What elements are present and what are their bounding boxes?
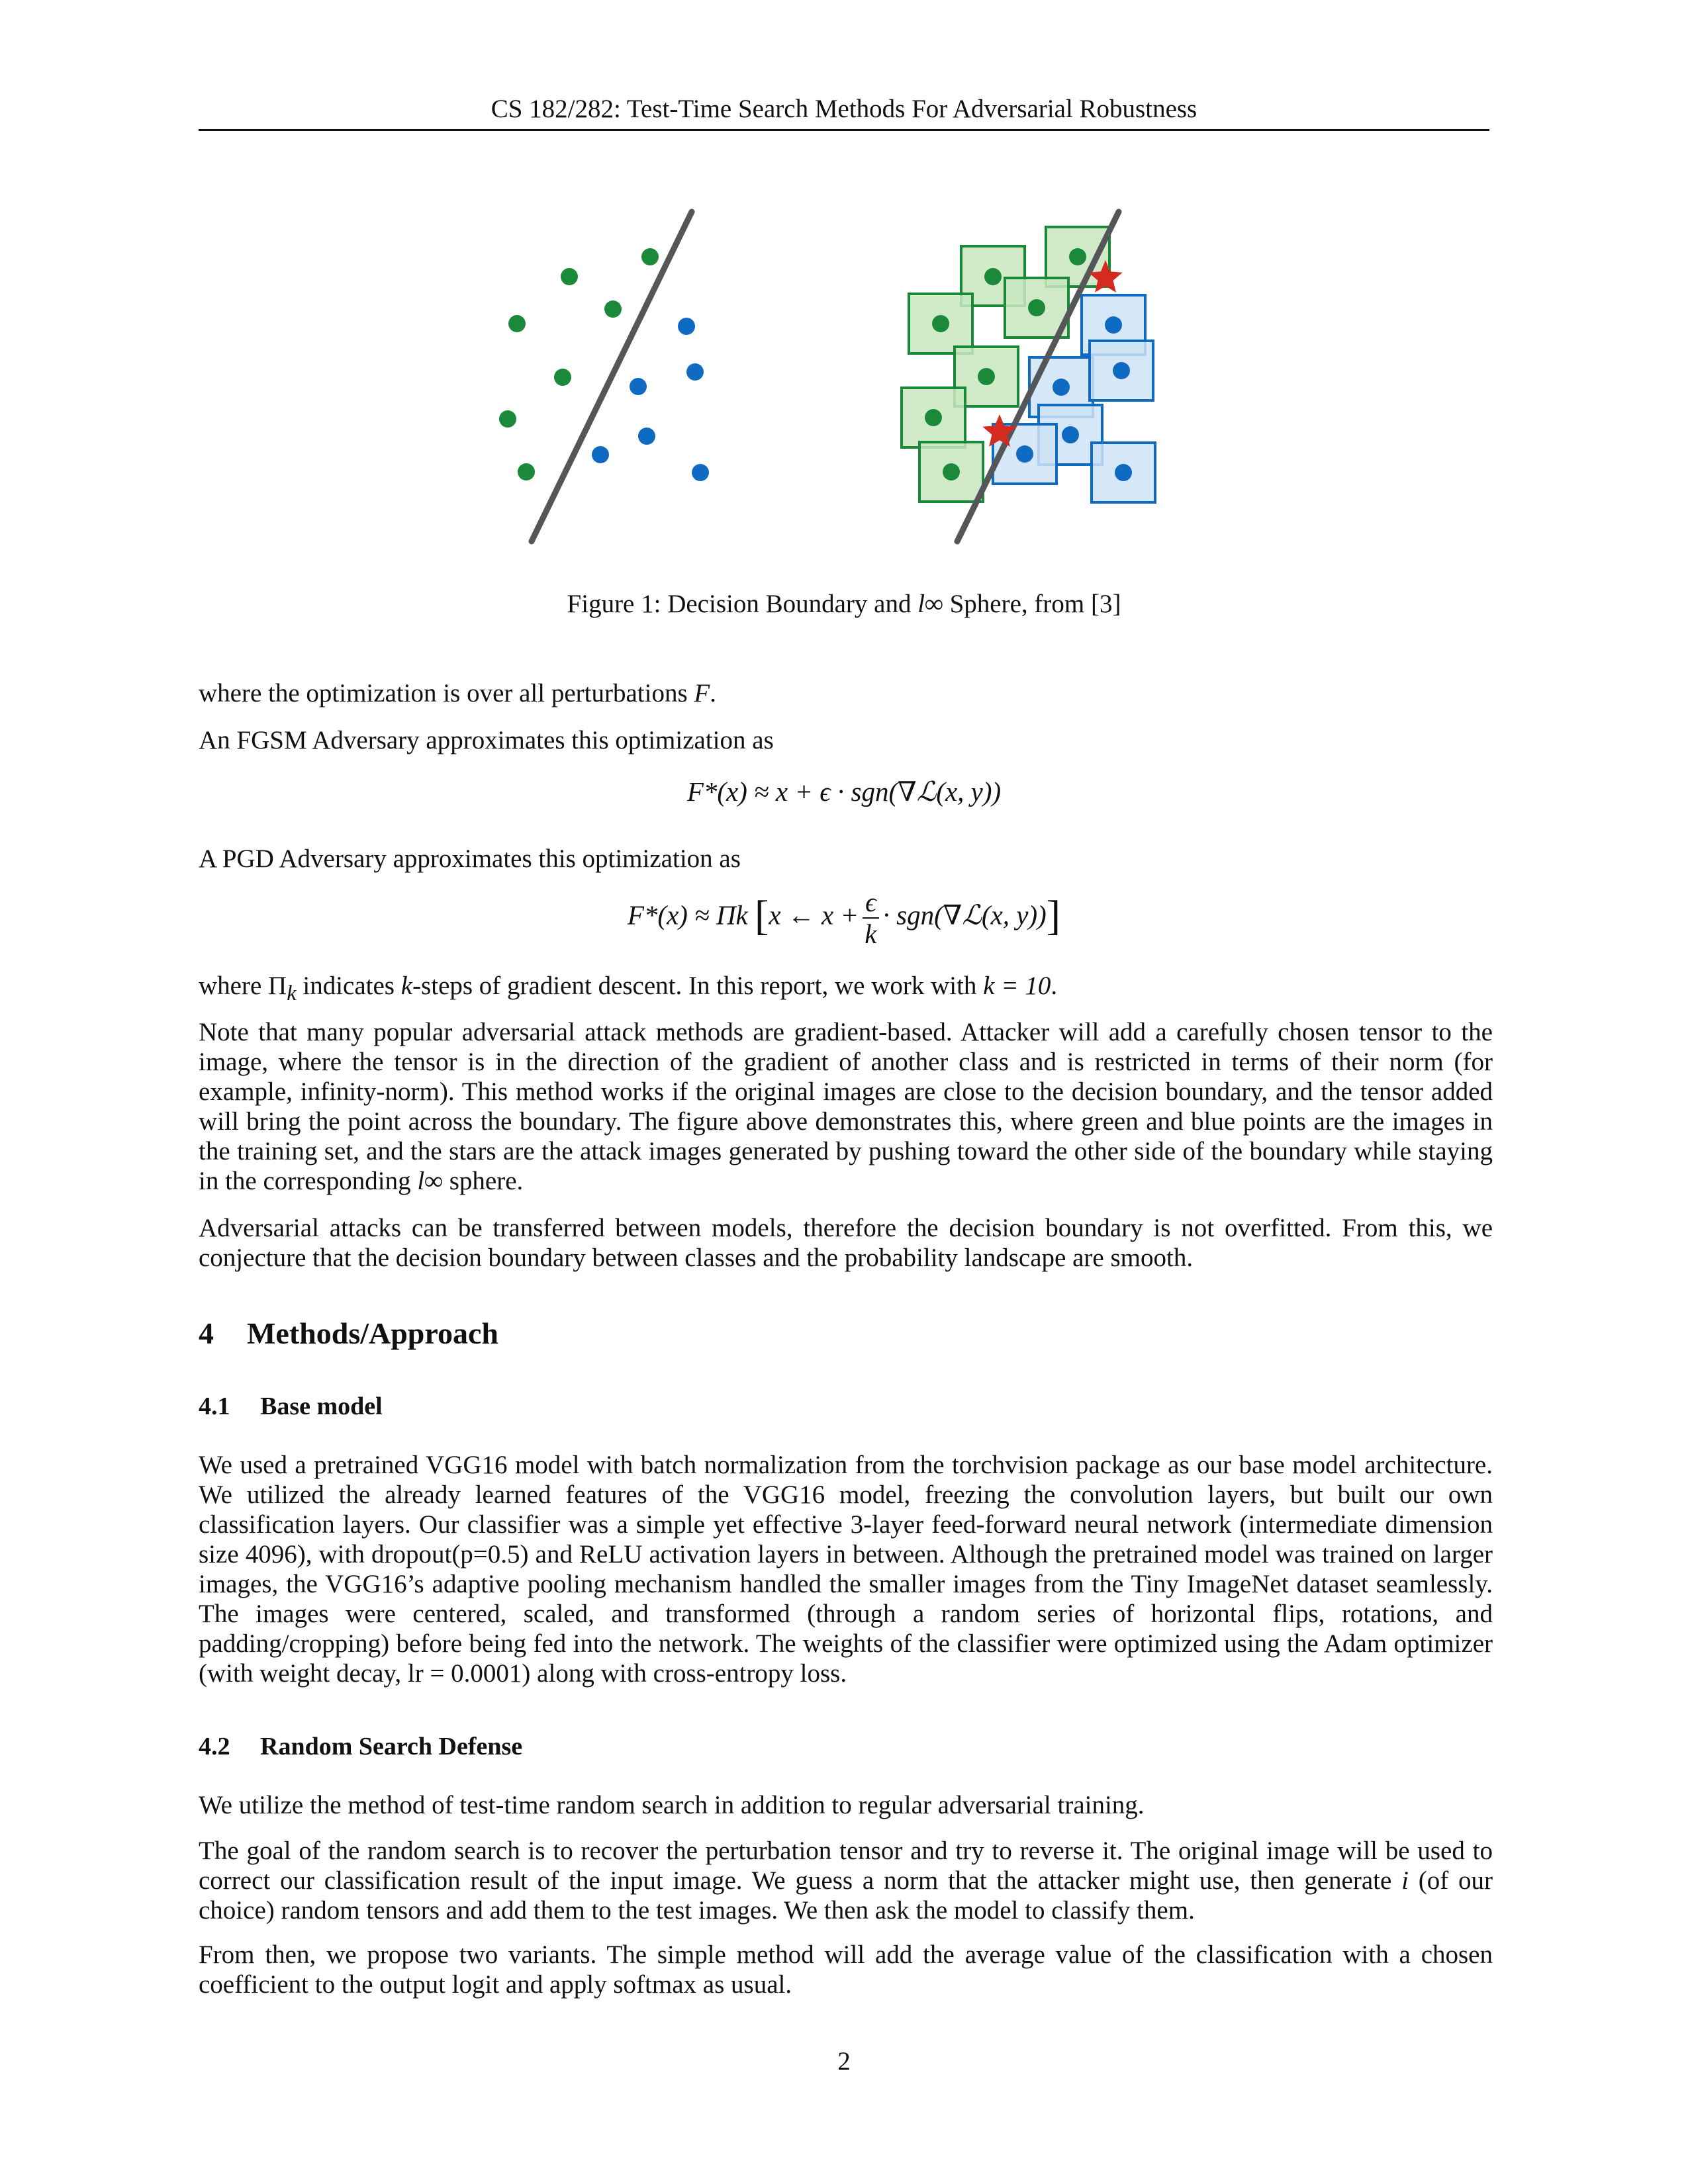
paragraph-pgd: A PGD Adversary approximates this optimization as xyxy=(199,844,741,873)
right-green-point xyxy=(943,463,960,480)
left-blue-point xyxy=(692,464,709,481)
left-blue-point xyxy=(686,363,704,381)
caption-math: l∞ xyxy=(917,590,943,618)
page-number: 2 xyxy=(837,2047,851,2075)
left-blue-point xyxy=(630,378,647,395)
paragraph-pi-k: where $\Pi_k$ indicates k-steps of gradient descent. In this report, we work with k = 10. xyxy=(199,972,1058,1005)
left-blue-point xyxy=(638,428,655,445)
left-green-point xyxy=(518,463,535,480)
right-green-point xyxy=(932,315,949,332)
left-green-point xyxy=(561,268,578,285)
left-blue-point xyxy=(678,318,695,335)
paragraph-random-search-intro: We utilize the method of test-time random search in addition to regular adversarial training. xyxy=(199,1791,1145,1819)
left-blue-point xyxy=(592,446,609,463)
paragraph-base-model: We used a pretrained VGG16 model with batch normalization from the torchvision package as our base model architecture. We utilized the already learned features of the VGG16 model, freezing the convolution layers, but built our own classification layers. Our classifier was a simple yet effective 3-layer feed-forward neural network (intermediate dimension size 4096), with dropout(p=0.5) and ReLU activation layers in between. Although the pretrained model was trained on larger images, the VGG16’s adaptive pooling mechanism handled the smaller images from the Tiny ImageNet dataset seamlessly. The images were centered, scaled, and transformed (through a random series of horizontal flips, rotations, and padding/cropping) before being fed into the network. The weights of the classifier were optimized using the Adam optimizer (with weight decay, lr = 0.0001) along with cross-entropy loss. xyxy=(199,1451,1493,1688)
section-4-2-heading: 4.2 Random Search Defense xyxy=(199,1733,523,1760)
caption-suffix: Sphere, from [3] xyxy=(943,590,1121,618)
right-blue-point xyxy=(1105,316,1122,334)
right-blue-point xyxy=(1016,445,1033,463)
section-4-1-heading: 4.1 Base model xyxy=(199,1392,383,1420)
right-green-point xyxy=(1069,248,1086,265)
running-title: CS 182/282: Test-Time Search Methods For Adversarial Robustness xyxy=(491,95,1197,123)
right-green-point xyxy=(1028,299,1045,316)
paragraph-variants: From then, we propose two variants. The simple method will add the average value of the classification with a chosen coefficient to the output logit and apply softmax as usual. xyxy=(199,1940,1493,1999)
equation-pgd: F*(x) ≈ Πk [x ← x + $\frac{\epsilon}{k}$ · sgn(∇ℒ(x, y))] xyxy=(627,887,1061,949)
right-green-point xyxy=(984,268,1002,285)
paragraph-transfer: Adversarial attacks can be transferred between models, therefore the decision boundary is not overfitted. From this, we conjecture that the decision boundary between classes and the probability landscape are smooth. xyxy=(199,1214,1493,1272)
right-blue-point xyxy=(1115,464,1132,481)
paragraph-random-search-goal: The goal of the random search is to recover the perturbation tensor and try to reverse it. The original image will be used to correct our classification result of the input image. We guess a norm that the attacker might use, then generate i (of our choice) random tensors and add them to the test images. We then ask the model to classify them. xyxy=(199,1837,1493,1925)
figure-caption xyxy=(199,589,1489,619)
left-green-point xyxy=(604,300,622,318)
left-green-point xyxy=(508,315,526,332)
left-green-point xyxy=(641,248,659,265)
left-green-point xyxy=(499,410,516,428)
left-blue-points xyxy=(592,318,709,481)
right-blue-point xyxy=(1053,379,1070,396)
caption-prefix: Figure 1: Decision Boundary and xyxy=(567,590,918,618)
paragraph-fgsm: An FGSM Adversary approximates this optimization as xyxy=(199,726,774,754)
paragraph-optimization: where the optimization is over all perturbations F. xyxy=(199,679,716,707)
right-green-point xyxy=(925,409,942,426)
section-4-heading: 4 Methods/Approach xyxy=(199,1316,498,1350)
equation-fraction: $\frac{\epsilon}{k}$ xyxy=(863,887,879,949)
header-rule xyxy=(199,129,1489,131)
paragraph-gradient-attacks: Note that many popular adversarial attack methods are gradient-based. Attacker will add a carefully chosen tensor to the image, where the tensor is in the direction of the gradient of another class and is restricted in terms of their norm (for example, infinity-norm). This method works if the original images are close to the decision boundary, and the tensor added will bring the point across the boundary. The figure above demonstrates this, where green and blue points are the images in the training set, and the stars are the attack images generated by pushing toward the other side of the boundary while staying in the corresponding l∞ sphere. xyxy=(199,1018,1493,1195)
equation-fgsm: F*(x) ≈ x + ϵ · sgn(∇ℒ(x, y)) xyxy=(686,776,1002,807)
left-green-point xyxy=(554,369,571,386)
figure-decision-boundary xyxy=(463,199,1225,556)
right-blue-point xyxy=(1062,426,1079,443)
right-green-point xyxy=(978,368,995,385)
right-blue-point xyxy=(1113,362,1130,379)
